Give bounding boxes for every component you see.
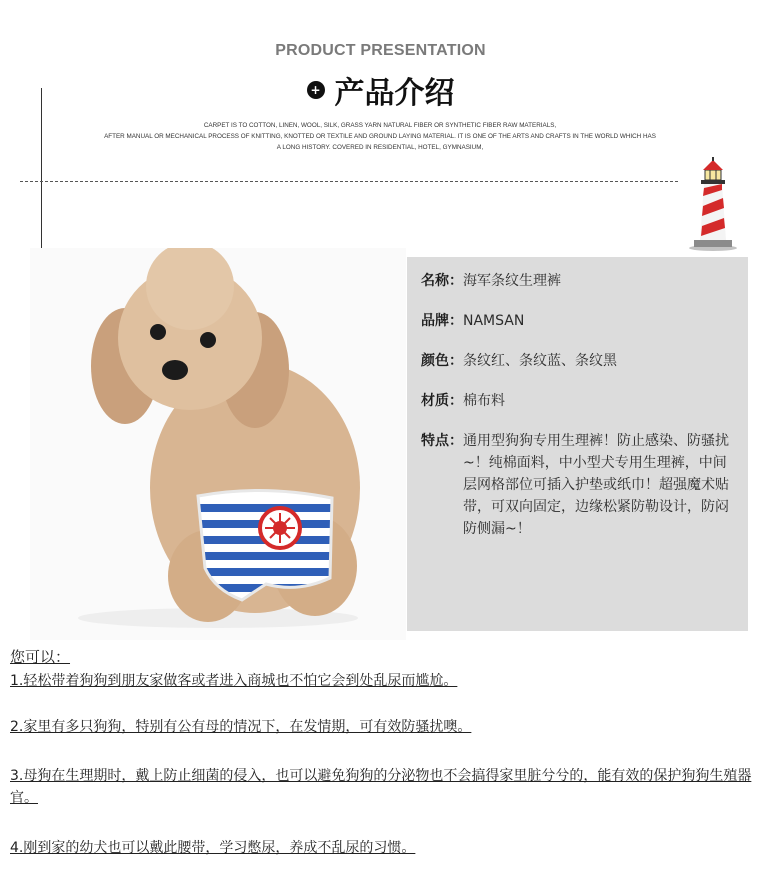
header-title-cn-wrap xyxy=(0,68,761,112)
subcopy-line: A LONG HISTORY. COVERED IN RESIDENTIAL, HOTEL, GYMNASIUM, xyxy=(276,144,484,151)
info-key: 名称： xyxy=(421,273,463,289)
info-key: 颜色： xyxy=(421,353,463,369)
info-row-brand xyxy=(421,310,739,332)
header-title-cn-group xyxy=(307,68,455,112)
lighthouse-icon xyxy=(686,156,740,252)
product-photo xyxy=(30,248,406,640)
info-key: 品牌： xyxy=(421,313,463,329)
info-row-material xyxy=(421,390,739,412)
list-item: 3.母狗在生理期时，戴上防止细菌的侵入，也可以避免狗狗的分泌物也不会搞得家里脏兮兮的，能有效的保护狗狗生殖器官。 xyxy=(10,768,752,806)
header-title-en: PRODUCT PRESENTATION xyxy=(275,42,486,59)
plus-bullet-icon: + xyxy=(307,81,325,99)
info-value: 通用型狗狗专用生理裤！防止感染、防骚扰~！纯棉面料，中小型犬专用生理裤，中间层网格部位可插入护垫或纸巾！超强魔术贴带，可双向固定，边缘松紧防勒设计，防闷防侧漏~！ xyxy=(463,433,729,537)
info-key: 特点： xyxy=(421,433,463,449)
list-item: 1.轻松带着狗狗到朋友家做客或者进入商城也不怕它会到处乱尿而尴尬。 xyxy=(10,673,458,689)
subcopy-line: CARPET IS TO COTTON, LINEN, WOOL, SILK, GRASS YARN NATURAL FIBER OR SYNTHETIC FIBER RAW MATERIALS, xyxy=(203,122,557,129)
info-row-name xyxy=(421,270,739,292)
list-item: 2.家里有多只狗狗，特别有公有母的情况下，在发情期，可有效防骚扰噢。 xyxy=(10,719,472,735)
info-value: 海军条纹生理裤 xyxy=(463,273,561,289)
product-info-panel xyxy=(407,257,748,631)
info-row-features xyxy=(421,430,739,540)
info-value: 棉布料 xyxy=(463,393,505,409)
info-value: 条纹红、条纹蓝、条纹黑 xyxy=(463,353,617,369)
dog-illustration xyxy=(30,248,406,640)
info-row-color xyxy=(421,350,739,372)
header-title-cn: 产品介绍 xyxy=(334,76,455,111)
header-subcopy xyxy=(60,120,700,153)
subcopy-line: AFTER MANUAL OR MECHANICAL PROCESS OF KNITTING, KNOTTED OR TEXTILE AND GROUND LAYING MATERIAL. IT IS ONE OF THE ARTS AND CRAFTS IN THE WORLD WHICH HAS xyxy=(104,133,656,140)
list-item: 4.刚到家的幼犬也可以戴此腰带，学习憋尿，养成不乱尿的习惯。 xyxy=(10,840,416,856)
dashed-divider xyxy=(20,181,678,182)
info-value: NAMSAN xyxy=(463,313,525,329)
uses-title: 您可以： xyxy=(10,648,71,666)
info-key: 材质： xyxy=(421,393,463,409)
